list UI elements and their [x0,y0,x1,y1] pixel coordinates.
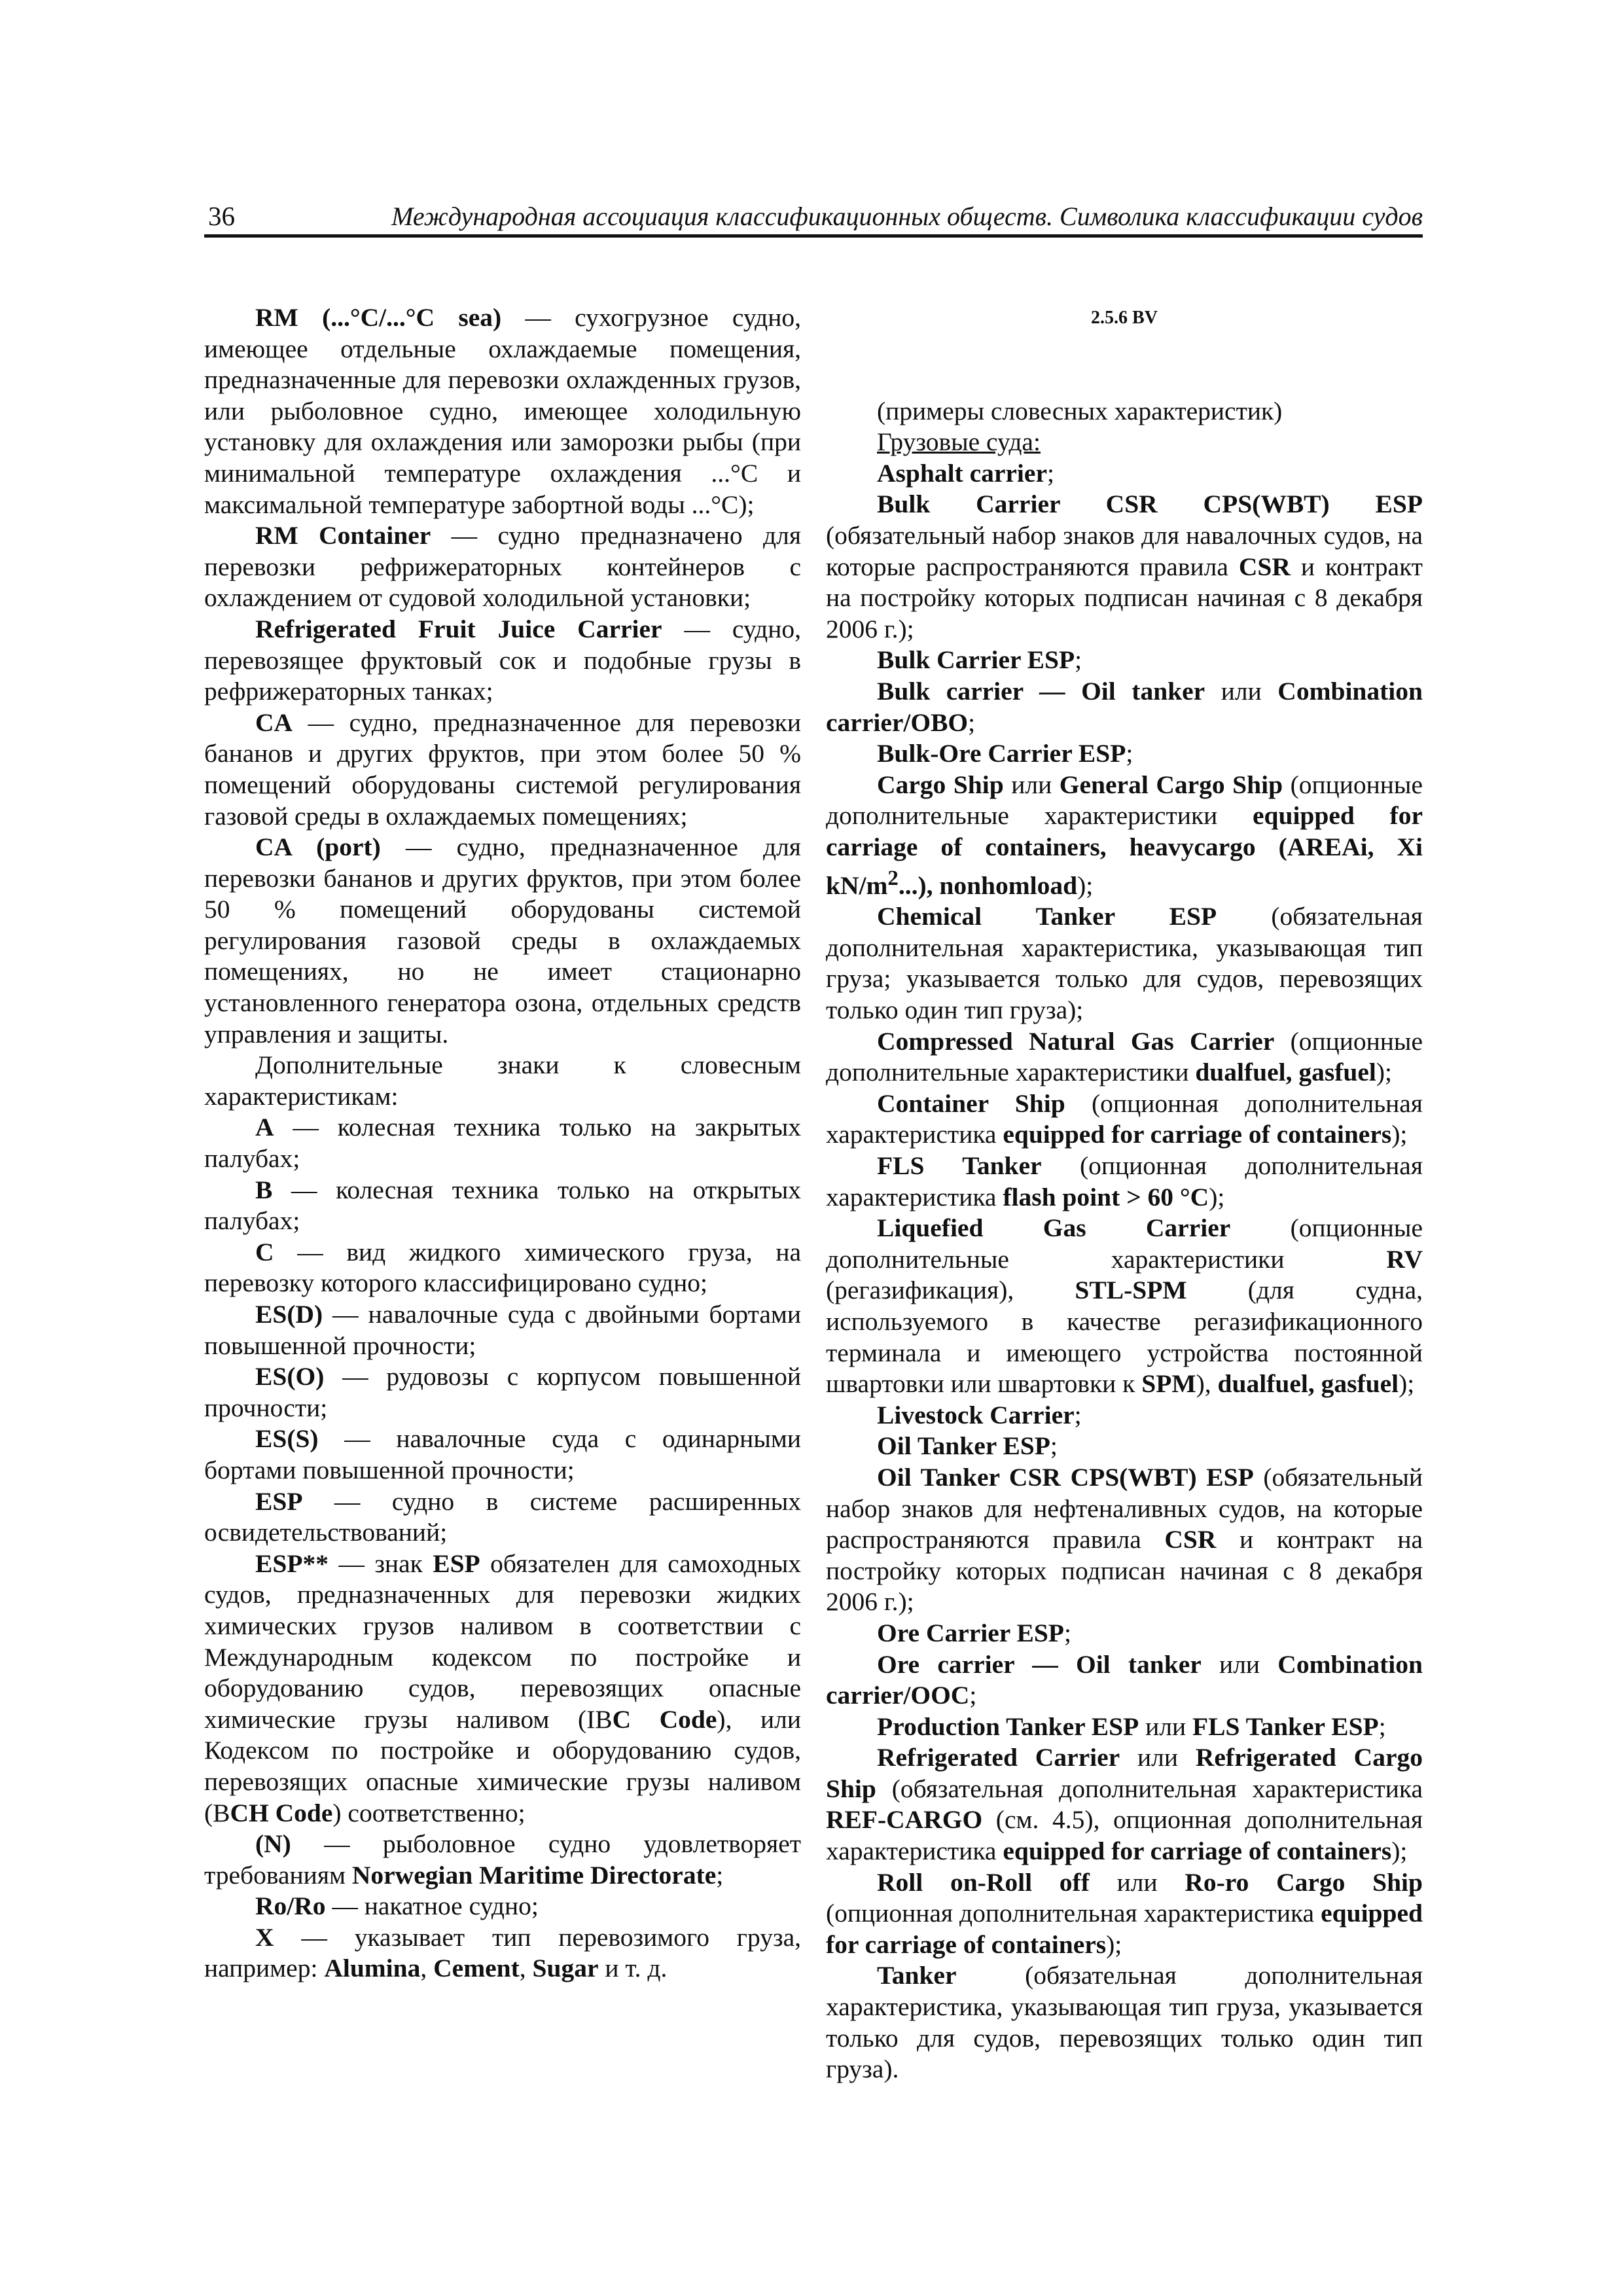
paragraph-chemical-tanker: Chemical Tanker ESP (обязательная дополнительная характеристика, указывающая тип груза; указывается только для судов, перевозящих только один тип груза); [826,902,1423,1025]
paragraph-bulk-carrier-csr: Bulk Carrier CSR CPS(WBT) ESP (обязательный набор знаков для навалочных судов, на которые распространяются правила CSR и контракт на постройку которых подписан начиная с 8 декабря 2006 г.); [826,490,1423,643]
paragraph-oil-tanker-esp: Oil Tanker ESP; [877,1431,1058,1461]
paragraph-tanker: Tanker (обязательная дополнительная характеристика, указывающая тип груза, указывается только для судов, перевозящих только один тип груза). [826,1961,1423,2084]
paragraph-refrigerated-carrier: Refrigerated Carrier или Refrigerated Cargo Ship (обязательная дополнительная характеристика REF-CARGO (см. 4.5), опционная дополнительная характеристика equipped for carriage of containers); [826,1743,1423,1866]
left-column [204,302,801,1984]
paragraph-ore-oil: Ore carrier — Oil tanker или Combination carrier/OOC; [826,1649,1423,1710]
paragraph-additional-marks: Дополнительные знаки к словесным характеристикам: [204,1050,801,1111]
section-heading: 2.5.6 BV [1091,308,1158,328]
paragraph-lng-carrier: Liquefied Gas Carrier (опционные дополнительные характеристики RV (регазификация), STL-SPM (для судна, используемого в качестве регазификационного терминала и имеющего устройства постоянной швартовки или швартовки к SPM), dualfuel, gasfuel); [826,1213,1423,1399]
page-header [204,196,1423,238]
paragraph-mark-a: A — колесная техника только на закрытых палубах; [204,1113,801,1174]
right-column [826,302,1423,2085]
paragraph-livestock-carrier: Livestock Carrier; [877,1400,1082,1429]
paragraph-mark-ess: ES(S) — навалочные суда с одинарными бортами повышенной прочности; [204,1424,801,1484]
paragraph-asphalt-carrier: Asphalt carrier; [877,458,1054,488]
paragraph-mark-c: C — вид жидкого химического груза, на перевозку которого классифицировано судно; [204,1237,801,1298]
paragraph-rm-container: RM Container — судно предназначено для перевозки рефрижераторных контейнеров с охлаждением от судовой холодильной установки; [204,521,801,613]
paragraph-mark-esp-star: ESP** — знак ESP обязателен для самоходных судов, предназначенных для перевозки жидких химических грузов наливом в соответствии с Международным кодексом по постройке и оборудованию судов, перевозящих опасные химические грузы наливом (IBC Code), или Кодексом по постройке и оборудованию судов, перевозящих опасные химические грузы наливом (BCH Code) соответственно; [204,1549,801,1827]
paragraph-mark-x: X — указывает тип перевозимого груза, например: Alumina, Cement, Sugar и т. д. [204,1922,801,1983]
paragraph-oil-tanker-csr: Oil Tanker CSR CPS(WBT) ESP (обязательный набор знаков для нефтеналивных судов, на которые распространяются правила CSR и контракт на постройку которых подписан начиная с 8 декабря 2006 г.); [826,1462,1423,1617]
paragraph-examples-note: (примеры словесных характеристик) [877,396,1283,425]
paragraph-cng-carrier: Compressed Natural Gas Carrier (опционные дополнительные характеристики dualfuel, gasfuel); [826,1026,1423,1087]
paragraph-container-ship: Container Ship (опционная дополнительная характеристика equipped for carriage of containers); [826,1088,1423,1149]
paragraph-mark-eso: ES(O) — рудовозы с корпусом повышенной прочности; [204,1362,801,1422]
running-title: Международная ассоциация классификационных обществ. Символика классификации судов [391,202,1423,231]
paragraph-bulk-carrier-esp: Bulk Carrier ESP; [877,645,1082,675]
paragraph-mark-esp: ESP — судно в системе расширенных освидетельствований; [204,1486,801,1547]
paragraph-fls-tanker: FLS Tanker (опционная дополнительная характеристика flash point > 60 °C); [826,1151,1423,1211]
paragraph-bulk-ore: Bulk-Ore Carrier ESP; [877,739,1133,768]
paragraph-rm: RM (...°C/...°C sea) — сухогрузное судно, имеющее отдельные охлаждаемые помещения, предназначенные для перевозки охлажденных грузов, или рыболовное судно, имеющее холодильную установку для охлаждения или заморозки рыбы (при минимальной температуре охлаждения ...°C и максимальной температуре забортной воды ...°C); [204,303,802,519]
paragraph-production-tanker: Production Tanker ESP или FLS Tanker ESP; [877,1712,1386,1741]
paragraph-mark-n: (N) — рыболовное судно удовлетворяет требованиям Norwegian Maritime Directorate; [204,1829,801,1890]
paragraph-bulk-oil: Bulk carrier — Oil tanker или Combination carrier/OBO; [826,676,1423,737]
paragraph-roll-on-roll-off: Roll on-Roll off или Ro-ro Cargo Ship (опционная дополнительная характеристика equipped for carriage of containers); [826,1867,1423,1959]
paragraph-ca: CA — судно, предназначенное для перевозки бананов и других фруктов, при этом более 50 % помещений оборудованы системой регулирования газовой среды в охлаждаемых помещениях; [204,708,801,831]
paragraph-ore-carrier-esp: Ore Carrier ESP; [877,1618,1071,1647]
paragraph-mark-b: B — колесная техника только на открытых палубах; [204,1175,801,1236]
page-number: 36 [208,201,235,231]
paragraph-ca-port: CA (port) — судно, предназначенное для перевозки бананов и других фруктов, при этом более 50 % помещений оборудованы системой регулирования газовой среды в охлаждаемых помещениях, но не имеет стационарно установленного генератора озона, отдельных средств управления и защиты. [204,833,801,1049]
paragraph-mark-esd: ES(D) — навалочные суда с двойными бортами повышенной прочности; [204,1300,801,1360]
paragraph-mark-roro: Ro/Ro — накатное судно; [255,1892,539,1921]
paragraph-cargo-ship: Cargo Ship или General Cargo Ship (опционные дополнительные характеристики equipped for carriage of containers, heavycargo (AREAi, Xi $kN/m^2$...), nonhomload); [826,770,1423,900]
paragraph-refrigerated-fruit-juice: Refrigerated Fruit Juice Carrier — судно, перевозящее фруктовый сок и подобные грузы в рефрижераторных танках; [204,614,801,706]
paragraph-cargo-ships-heading: Грузовые суда: [877,427,1041,457]
